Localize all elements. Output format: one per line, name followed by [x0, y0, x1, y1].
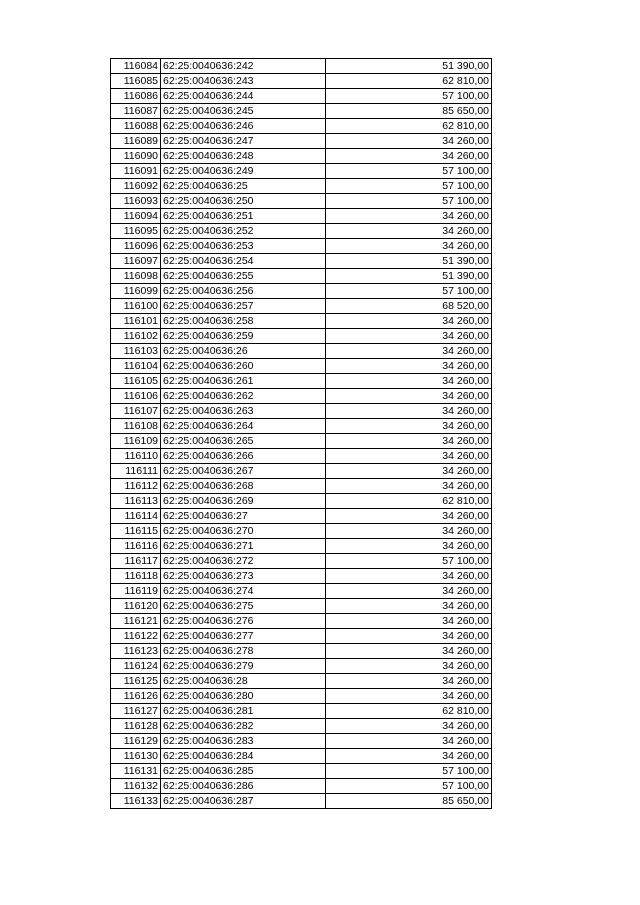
cadastral-number-cell: 62:25:0040636:260	[161, 359, 326, 374]
cadastral-value-cell: 34 260,00	[326, 329, 492, 344]
cadastral-value-cell: 34 260,00	[326, 659, 492, 674]
cadastral-number-cell: 62:25:0040636:264	[161, 419, 326, 434]
cadastral-value-cell: 57 100,00	[326, 284, 492, 299]
cadastral-number-cell: 62:25:0040636:269	[161, 494, 326, 509]
table-row	[111, 284, 492, 299]
cadastral-value-cell: 62 810,00	[326, 494, 492, 509]
cadastral-value-cell: 62 810,00	[326, 74, 492, 89]
cadastral-value-cell: 34 260,00	[326, 734, 492, 749]
cadastral-number-cell: 62:25:0040636:245	[161, 104, 326, 119]
table-row	[111, 419, 492, 434]
row-id-cell: 116120	[111, 599, 161, 614]
row-id-cell: 116087	[111, 104, 161, 119]
cadastral-number-cell: 62:25:0040636:287	[161, 794, 326, 809]
cadastral-number-cell: 62:25:0040636:278	[161, 644, 326, 659]
row-id-cell: 116095	[111, 224, 161, 239]
cadastral-number-cell: 62:25:0040636:279	[161, 659, 326, 674]
cadastral-value-cell: 34 260,00	[326, 749, 492, 764]
table-row	[111, 539, 492, 554]
table-row	[111, 704, 492, 719]
cadastral-number-cell: 62:25:0040636:254	[161, 254, 326, 269]
cadastral-value-cell: 34 260,00	[326, 614, 492, 629]
row-id-cell: 116091	[111, 164, 161, 179]
cadastral-number-cell: 62:25:0040636:273	[161, 569, 326, 584]
table-row	[111, 794, 492, 809]
row-id-cell: 116103	[111, 344, 161, 359]
row-id-cell: 116114	[111, 509, 161, 524]
cadastral-value-cell: 34 260,00	[326, 599, 492, 614]
cadastral-number-cell: 62:25:0040636:276	[161, 614, 326, 629]
table-row	[111, 329, 492, 344]
cadastral-value-table	[110, 58, 492, 809]
cadastral-value-cell: 85 650,00	[326, 104, 492, 119]
cadastral-value-cell: 34 260,00	[326, 209, 492, 224]
cadastral-value-cell: 51 390,00	[326, 254, 492, 269]
cadastral-value-cell: 34 260,00	[326, 539, 492, 554]
cadastral-number-cell: 62:25:0040636:286	[161, 779, 326, 794]
cadastral-number-cell: 62:25:0040636:275	[161, 599, 326, 614]
cadastral-value-cell: 57 100,00	[326, 779, 492, 794]
cadastral-number-cell: 62:25:0040636:285	[161, 764, 326, 779]
cadastral-number-cell: 62:25:0040636:261	[161, 374, 326, 389]
cadastral-value-cell: 34 260,00	[326, 479, 492, 494]
row-id-cell: 116084	[111, 59, 161, 74]
cadastral-number-cell: 62:25:0040636:246	[161, 119, 326, 134]
cadastral-number-cell: 62:25:0040636:249	[161, 164, 326, 179]
table-row	[111, 164, 492, 179]
cadastral-value-cell: 34 260,00	[326, 134, 492, 149]
table-row	[111, 629, 492, 644]
row-id-cell: 116110	[111, 449, 161, 464]
cadastral-value-cell: 34 260,00	[326, 404, 492, 419]
cadastral-value-cell: 34 260,00	[326, 389, 492, 404]
cadastral-value-cell: 51 390,00	[326, 269, 492, 284]
cadastral-value-cell: 34 260,00	[326, 434, 492, 449]
cadastral-number-cell: 62:25:0040636:27	[161, 509, 326, 524]
table-row	[111, 494, 492, 509]
cadastral-value-cell: 34 260,00	[326, 584, 492, 599]
table-row	[111, 569, 492, 584]
table-row	[111, 299, 492, 314]
cadastral-number-cell: 62:25:0040636:284	[161, 749, 326, 764]
cadastral-value-cell: 57 100,00	[326, 764, 492, 779]
cadastral-value-cell: 34 260,00	[326, 569, 492, 584]
table-row	[111, 74, 492, 89]
table-row	[111, 404, 492, 419]
table-row	[111, 449, 492, 464]
row-id-cell: 116112	[111, 479, 161, 494]
cadastral-value-cell: 85 650,00	[326, 794, 492, 809]
row-id-cell: 116092	[111, 179, 161, 194]
cadastral-value-cell: 34 260,00	[326, 314, 492, 329]
cadastral-number-cell: 62:25:0040636:244	[161, 89, 326, 104]
table-row	[111, 239, 492, 254]
table-row	[111, 659, 492, 674]
row-id-cell: 116086	[111, 89, 161, 104]
row-id-cell: 116089	[111, 134, 161, 149]
table-row	[111, 89, 492, 104]
cadastral-number-cell: 62:25:0040636:28	[161, 674, 326, 689]
row-id-cell: 116098	[111, 269, 161, 284]
cadastral-value-cell: 57 100,00	[326, 164, 492, 179]
cadastral-number-cell: 62:25:0040636:248	[161, 149, 326, 164]
row-id-cell: 116111	[111, 464, 161, 479]
table-row	[111, 674, 492, 689]
row-id-cell: 116090	[111, 149, 161, 164]
row-id-cell: 116128	[111, 719, 161, 734]
row-id-cell: 116108	[111, 419, 161, 434]
table-row	[111, 779, 492, 794]
row-id-cell: 116104	[111, 359, 161, 374]
cadastral-number-cell: 62:25:0040636:243	[161, 74, 326, 89]
table-row	[111, 359, 492, 374]
table-row	[111, 524, 492, 539]
cadastral-value-cell: 34 260,00	[326, 719, 492, 734]
cadastral-number-cell: 62:25:0040636:268	[161, 479, 326, 494]
table-row	[111, 134, 492, 149]
row-id-cell: 116085	[111, 74, 161, 89]
row-id-cell: 116124	[111, 659, 161, 674]
cadastral-number-cell: 62:25:0040636:247	[161, 134, 326, 149]
table-row	[111, 719, 492, 734]
cadastral-value-cell: 57 100,00	[326, 89, 492, 104]
cadastral-number-cell: 62:25:0040636:242	[161, 59, 326, 74]
table-row	[111, 584, 492, 599]
row-id-cell: 116093	[111, 194, 161, 209]
cadastral-value-cell: 34 260,00	[326, 359, 492, 374]
cadastral-value-cell: 34 260,00	[326, 239, 492, 254]
cadastral-number-cell: 62:25:0040636:274	[161, 584, 326, 599]
table-row	[111, 224, 492, 239]
cadastral-value-cell: 34 260,00	[326, 674, 492, 689]
cadastral-value-cell: 34 260,00	[326, 149, 492, 164]
cadastral-number-cell: 62:25:0040636:259	[161, 329, 326, 344]
cadastral-number-cell: 62:25:0040636:256	[161, 284, 326, 299]
row-id-cell: 116118	[111, 569, 161, 584]
cadastral-value-cell: 62 810,00	[326, 119, 492, 134]
table-row	[111, 599, 492, 614]
table-row	[111, 374, 492, 389]
cadastral-number-cell: 62:25:0040636:258	[161, 314, 326, 329]
row-id-cell: 116113	[111, 494, 161, 509]
cadastral-number-cell: 62:25:0040636:251	[161, 209, 326, 224]
cadastral-value-cell: 62 810,00	[326, 704, 492, 719]
cadastral-value-cell: 34 260,00	[326, 509, 492, 524]
table-row	[111, 104, 492, 119]
row-id-cell: 116131	[111, 764, 161, 779]
row-id-cell: 116106	[111, 389, 161, 404]
row-id-cell: 116115	[111, 524, 161, 539]
table-row	[111, 269, 492, 284]
row-id-cell: 116132	[111, 779, 161, 794]
cadastral-number-cell: 62:25:0040636:26	[161, 344, 326, 359]
cadastral-number-cell: 62:25:0040636:277	[161, 629, 326, 644]
cadastral-value-cell: 34 260,00	[326, 464, 492, 479]
cadastral-value-cell: 51 390,00	[326, 59, 492, 74]
row-id-cell: 116105	[111, 374, 161, 389]
cadastral-value-cell: 68 520,00	[326, 299, 492, 314]
cadastral-number-cell: 62:25:0040636:257	[161, 299, 326, 314]
table-row	[111, 689, 492, 704]
cadastral-value-cell: 34 260,00	[326, 629, 492, 644]
table-row	[111, 314, 492, 329]
row-id-cell: 116096	[111, 239, 161, 254]
row-id-cell: 116122	[111, 629, 161, 644]
row-id-cell: 116099	[111, 284, 161, 299]
cadastral-number-cell: 62:25:0040636:270	[161, 524, 326, 539]
cadastral-value-cell: 34 260,00	[326, 224, 492, 239]
cadastral-number-cell: 62:25:0040636:266	[161, 449, 326, 464]
table-row	[111, 644, 492, 659]
table-row	[111, 464, 492, 479]
cadastral-value-cell: 57 100,00	[326, 194, 492, 209]
table-row	[111, 344, 492, 359]
row-id-cell: 116101	[111, 314, 161, 329]
table-row	[111, 749, 492, 764]
row-id-cell: 116126	[111, 689, 161, 704]
row-id-cell: 116130	[111, 749, 161, 764]
row-id-cell: 116088	[111, 119, 161, 134]
row-id-cell: 116125	[111, 674, 161, 689]
cadastral-value-cell: 57 100,00	[326, 179, 492, 194]
table-row	[111, 59, 492, 74]
row-id-cell: 116119	[111, 584, 161, 599]
cadastral-number-cell: 62:25:0040636:252	[161, 224, 326, 239]
table-row	[111, 194, 492, 209]
cadastral-number-cell: 62:25:0040636:255	[161, 269, 326, 284]
table-row	[111, 614, 492, 629]
cadastral-number-cell: 62:25:0040636:250	[161, 194, 326, 209]
row-id-cell: 116129	[111, 734, 161, 749]
row-id-cell: 116116	[111, 539, 161, 554]
row-id-cell: 116097	[111, 254, 161, 269]
table-row	[111, 179, 492, 194]
row-id-cell: 116117	[111, 554, 161, 569]
table-row	[111, 209, 492, 224]
table-row	[111, 434, 492, 449]
row-id-cell: 116123	[111, 644, 161, 659]
table-row	[111, 509, 492, 524]
cadastral-value-cell: 34 260,00	[326, 344, 492, 359]
cadastral-number-cell: 62:25:0040636:262	[161, 389, 326, 404]
table-row	[111, 389, 492, 404]
row-id-cell: 116094	[111, 209, 161, 224]
table-row	[111, 764, 492, 779]
row-id-cell: 116107	[111, 404, 161, 419]
table-row	[111, 254, 492, 269]
cadastral-number-cell: 62:25:0040636:281	[161, 704, 326, 719]
cadastral-number-cell: 62:25:0040636:265	[161, 434, 326, 449]
table-row	[111, 149, 492, 164]
table-row	[111, 119, 492, 134]
cadastral-value-cell: 57 100,00	[326, 554, 492, 569]
cadastral-value-cell: 34 260,00	[326, 644, 492, 659]
cadastral-number-cell: 62:25:0040636:267	[161, 464, 326, 479]
table-body	[111, 59, 492, 809]
table-row	[111, 479, 492, 494]
row-id-cell: 116109	[111, 434, 161, 449]
table-row	[111, 734, 492, 749]
cadastral-value-cell: 34 260,00	[326, 419, 492, 434]
cadastral-value-cell: 34 260,00	[326, 524, 492, 539]
cadastral-number-cell: 62:25:0040636:25	[161, 179, 326, 194]
cadastral-number-cell: 62:25:0040636:253	[161, 239, 326, 254]
cadastral-number-cell: 62:25:0040636:283	[161, 734, 326, 749]
cadastral-number-cell: 62:25:0040636:282	[161, 719, 326, 734]
cadastral-value-cell: 34 260,00	[326, 449, 492, 464]
cadastral-number-cell: 62:25:0040636:272	[161, 554, 326, 569]
cadastral-value-cell: 34 260,00	[326, 374, 492, 389]
table-row	[111, 554, 492, 569]
cadastral-number-cell: 62:25:0040636:280	[161, 689, 326, 704]
row-id-cell: 116127	[111, 704, 161, 719]
row-id-cell: 116100	[111, 299, 161, 314]
cadastral-number-cell: 62:25:0040636:263	[161, 404, 326, 419]
row-id-cell: 116133	[111, 794, 161, 809]
row-id-cell: 116102	[111, 329, 161, 344]
row-id-cell: 116121	[111, 614, 161, 629]
cadastral-number-cell: 62:25:0040636:271	[161, 539, 326, 554]
cadastral-value-cell: 34 260,00	[326, 689, 492, 704]
